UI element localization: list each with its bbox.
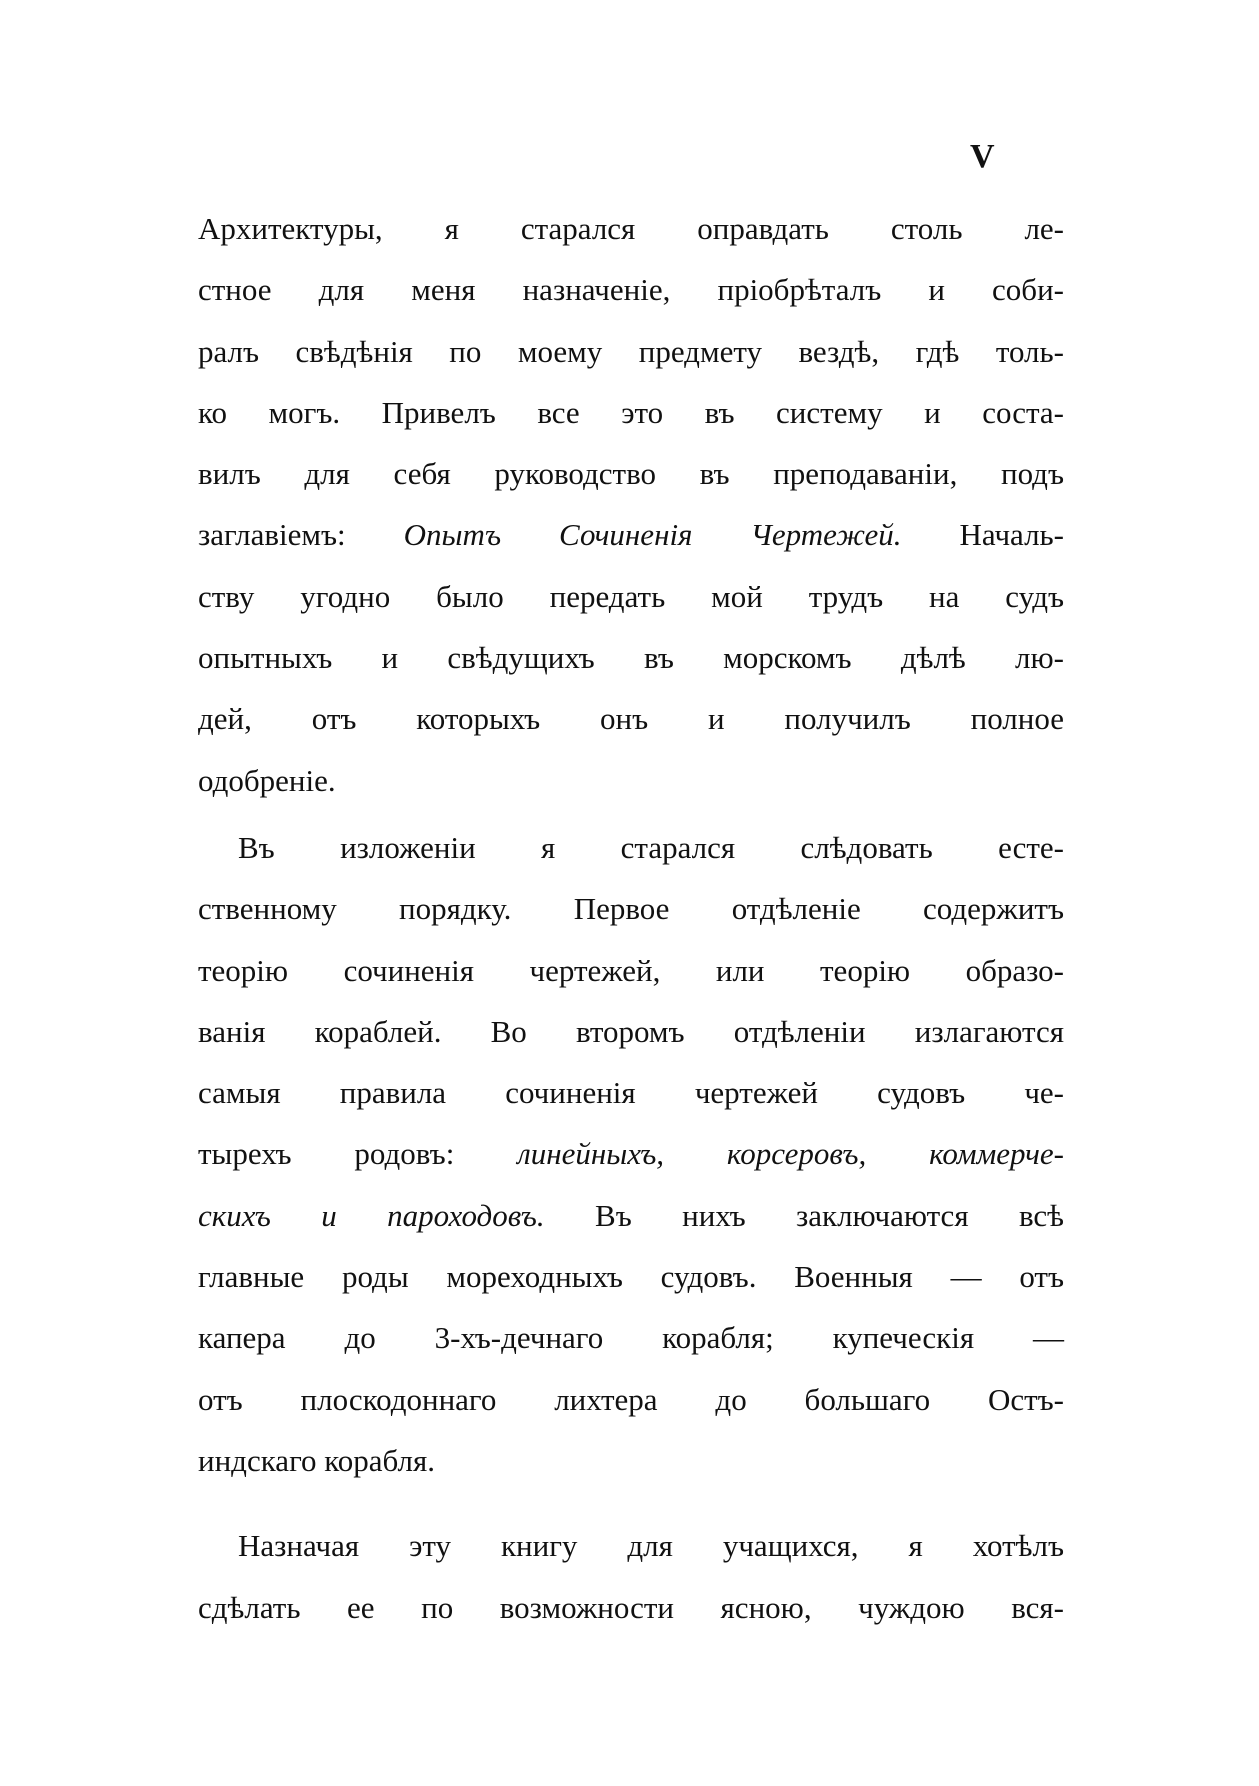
text-line [198, 1577, 1064, 1638]
text-line [198, 1369, 1064, 1430]
text-segment: отъ плоскодоннаго лихтера до большаго Остъ- [198, 1381, 1064, 1417]
paragraph [198, 198, 1064, 811]
text-segment: индскаго корабля. [198, 1442, 435, 1478]
text-segment: ванія кораблей. Во второмъ отдѣленіи излагаются [198, 1013, 1064, 1049]
text-line [198, 1307, 1064, 1368]
text-line [198, 1001, 1064, 1062]
text-line [198, 940, 1064, 1001]
text-segment: стное для меня назначеніе, пріобрѣталъ и соби- [198, 272, 1064, 308]
text-segment: капера до 3-хъ-дечнаго корабля; купеческія — [198, 1320, 1064, 1356]
text-line [198, 259, 1064, 320]
text-line [198, 1062, 1064, 1123]
text-line [198, 1430, 1064, 1491]
text-segment: ко могъ. Привелъ все это въ систему и соста- [198, 394, 1064, 430]
italic-text: Опытъ Сочиненія Чертежей. [403, 517, 902, 553]
text-line [198, 750, 1064, 811]
text-segment: главные роды мореходныхъ судовъ. Военныя — отъ [198, 1259, 1064, 1295]
text-line [198, 321, 1064, 382]
text-segment: сдѣлать ее по возможности ясною, чуждою вся- [198, 1589, 1064, 1625]
text-line [198, 627, 1064, 688]
text-line [198, 1185, 1064, 1246]
text-segment: заглавіемъ: [198, 517, 404, 553]
text-segment: ству угодно было передать мой трудъ на судъ [198, 578, 1064, 614]
paragraph [198, 1515, 1064, 1638]
text-segment: Архитектуры, я старался оправдать столь ле- [198, 211, 1064, 246]
italic-text: скихъ и пароходовъ. [198, 1197, 545, 1233]
text-line [198, 443, 1064, 504]
text-segment: Началь- [901, 517, 1064, 553]
text-segment: одобреніе. [198, 762, 336, 798]
italic-text: линейныхъ, корсеровъ, коммерче- [517, 1136, 1065, 1172]
text-segment: ственному порядку. Первое отдѣленіе содержитъ [198, 891, 1064, 927]
text-line [198, 382, 1064, 443]
text-segment: Назначая эту книгу для учащихся, я хотѣлъ [238, 1528, 1064, 1564]
text-segment: Въ изложеніи я старался слѣдовать есте- [238, 829, 1064, 865]
text-line [198, 1246, 1064, 1307]
text-line [198, 198, 1064, 259]
text-line [198, 688, 1064, 749]
text-line [198, 1515, 1064, 1576]
text-segment: дей, отъ которыхъ онъ и получилъ полное [198, 701, 1064, 737]
text-line [198, 1123, 1064, 1184]
text-segment: вилъ для себя руководство въ преподаваніи, подъ [198, 456, 1064, 492]
text-line [198, 878, 1064, 939]
text-segment: самыя правила сочиненія чертежей судовъ че- [198, 1075, 1064, 1111]
text-segment: опытныхъ и свѣдущихъ въ морскомъ дѣлѣ лю- [198, 640, 1064, 676]
paragraph [198, 817, 1064, 1491]
text-segment: Въ нихъ заключаются всѣ [544, 1197, 1065, 1233]
text-segment: ралъ свѣдѣнія по моему предмету вездѣ, гдѣ толь- [198, 333, 1064, 369]
text-segment: тырехъ родовъ: [198, 1136, 518, 1172]
page-number: V [970, 138, 996, 175]
text-line [198, 566, 1064, 627]
body-text [198, 198, 1064, 1638]
text-line [198, 817, 1064, 878]
text-line [198, 504, 1064, 565]
text-segment: теорію сочиненія чертежей, или теорію образо- [198, 952, 1064, 988]
